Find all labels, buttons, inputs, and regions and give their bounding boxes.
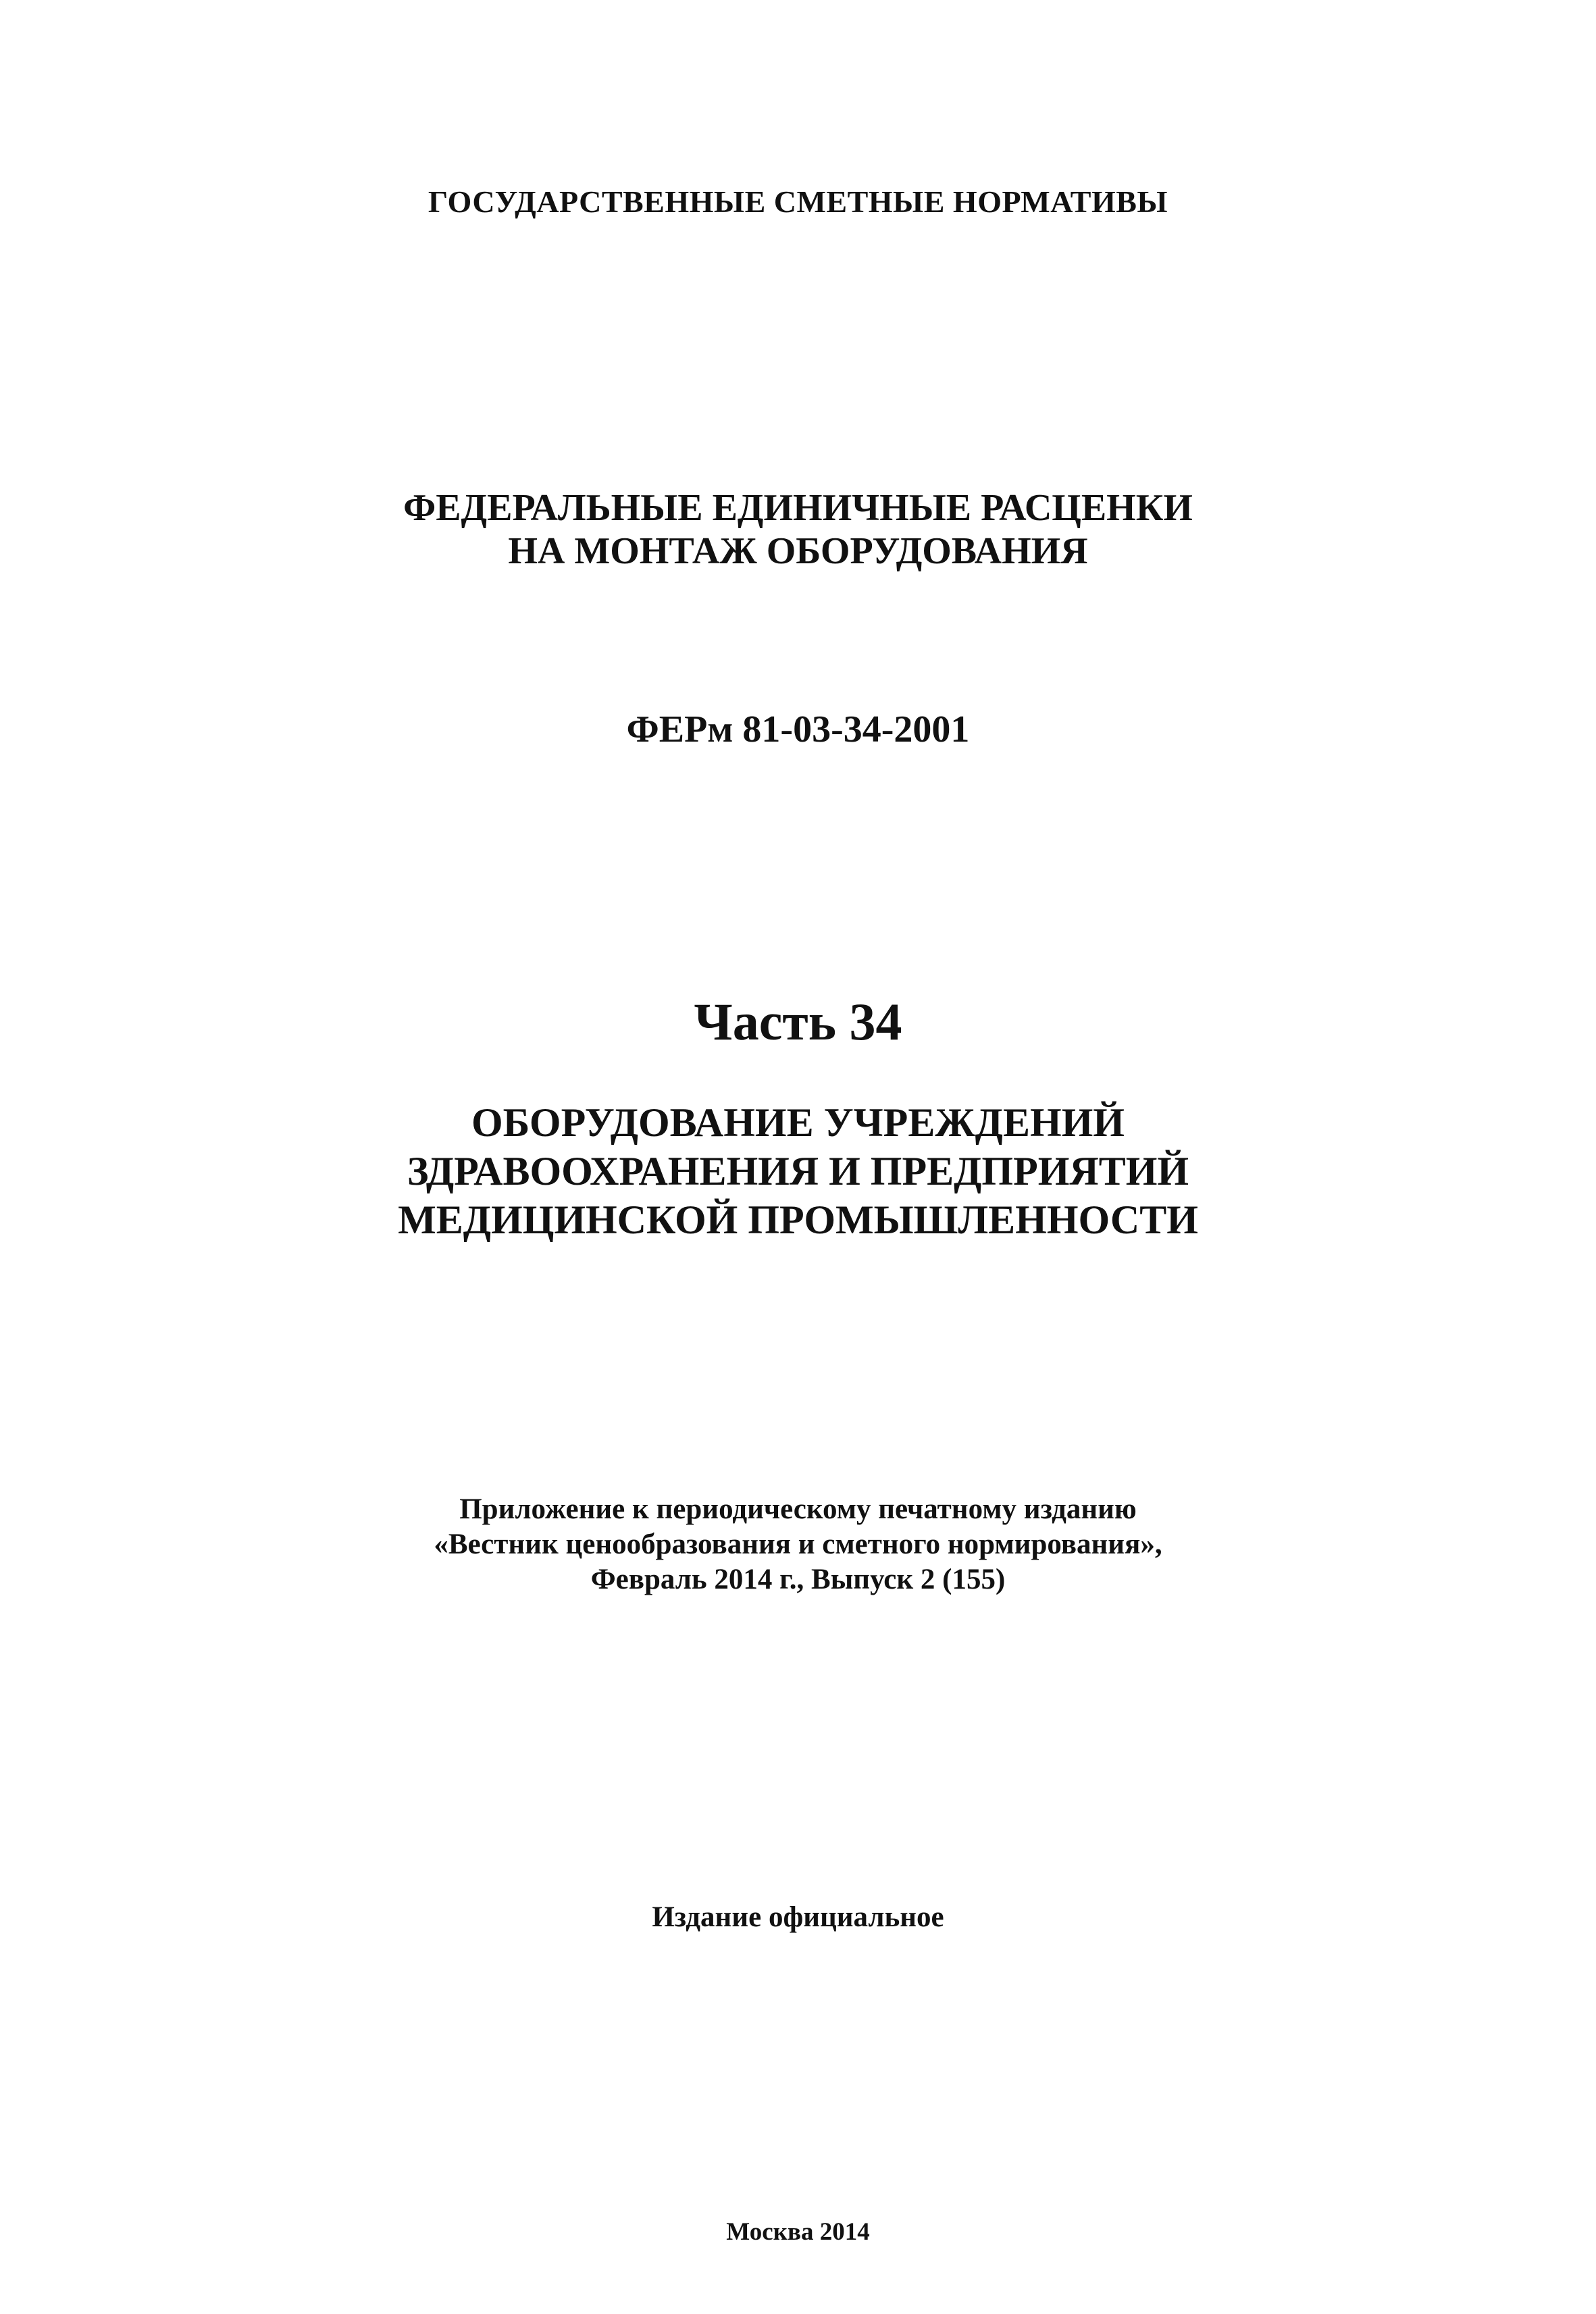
subject-line-3: МЕДИЦИНСКОЙ ПРОМЫШЛЕННОСТИ [398, 1198, 1198, 1242]
standards-header: ГОСУДАРСТВЕННЫЕ СМЕТНЫЕ НОРМАТИВЫ [428, 184, 1168, 219]
subject-line-1: ОБОРУДОВАНИЕ УЧРЕЖДЕНИЙ [471, 1100, 1125, 1145]
document-code: ФЕРм 81-03-34-2001 [626, 709, 970, 750]
city-year: Москва 2014 [726, 2218, 870, 2246]
part-number: Часть 34 [694, 992, 902, 1051]
document-title-line-1: ФЕДЕРАЛЬНЫЕ ЕДИНИЧНЫЕ РАСЦЕНКИ [403, 487, 1193, 529]
supplement-line-2: «Вестник ценообразования и сметного нормирования», [434, 1528, 1162, 1560]
supplement-line-3: Февраль 2014 г., Выпуск 2 (155) [590, 1564, 1006, 1595]
supplement-line-1: Приложение к периодическому печатному изданию [459, 1493, 1137, 1525]
edition-label: Издание официальное [652, 1901, 944, 1933]
document-title-line-2: НА МОНТАЖ ОБОРУДОВАНИЯ [508, 530, 1088, 572]
subject-line-2: ЗДРАВООХРАНЕНИЯ И ПРЕДПРИЯТИЙ [407, 1149, 1189, 1193]
